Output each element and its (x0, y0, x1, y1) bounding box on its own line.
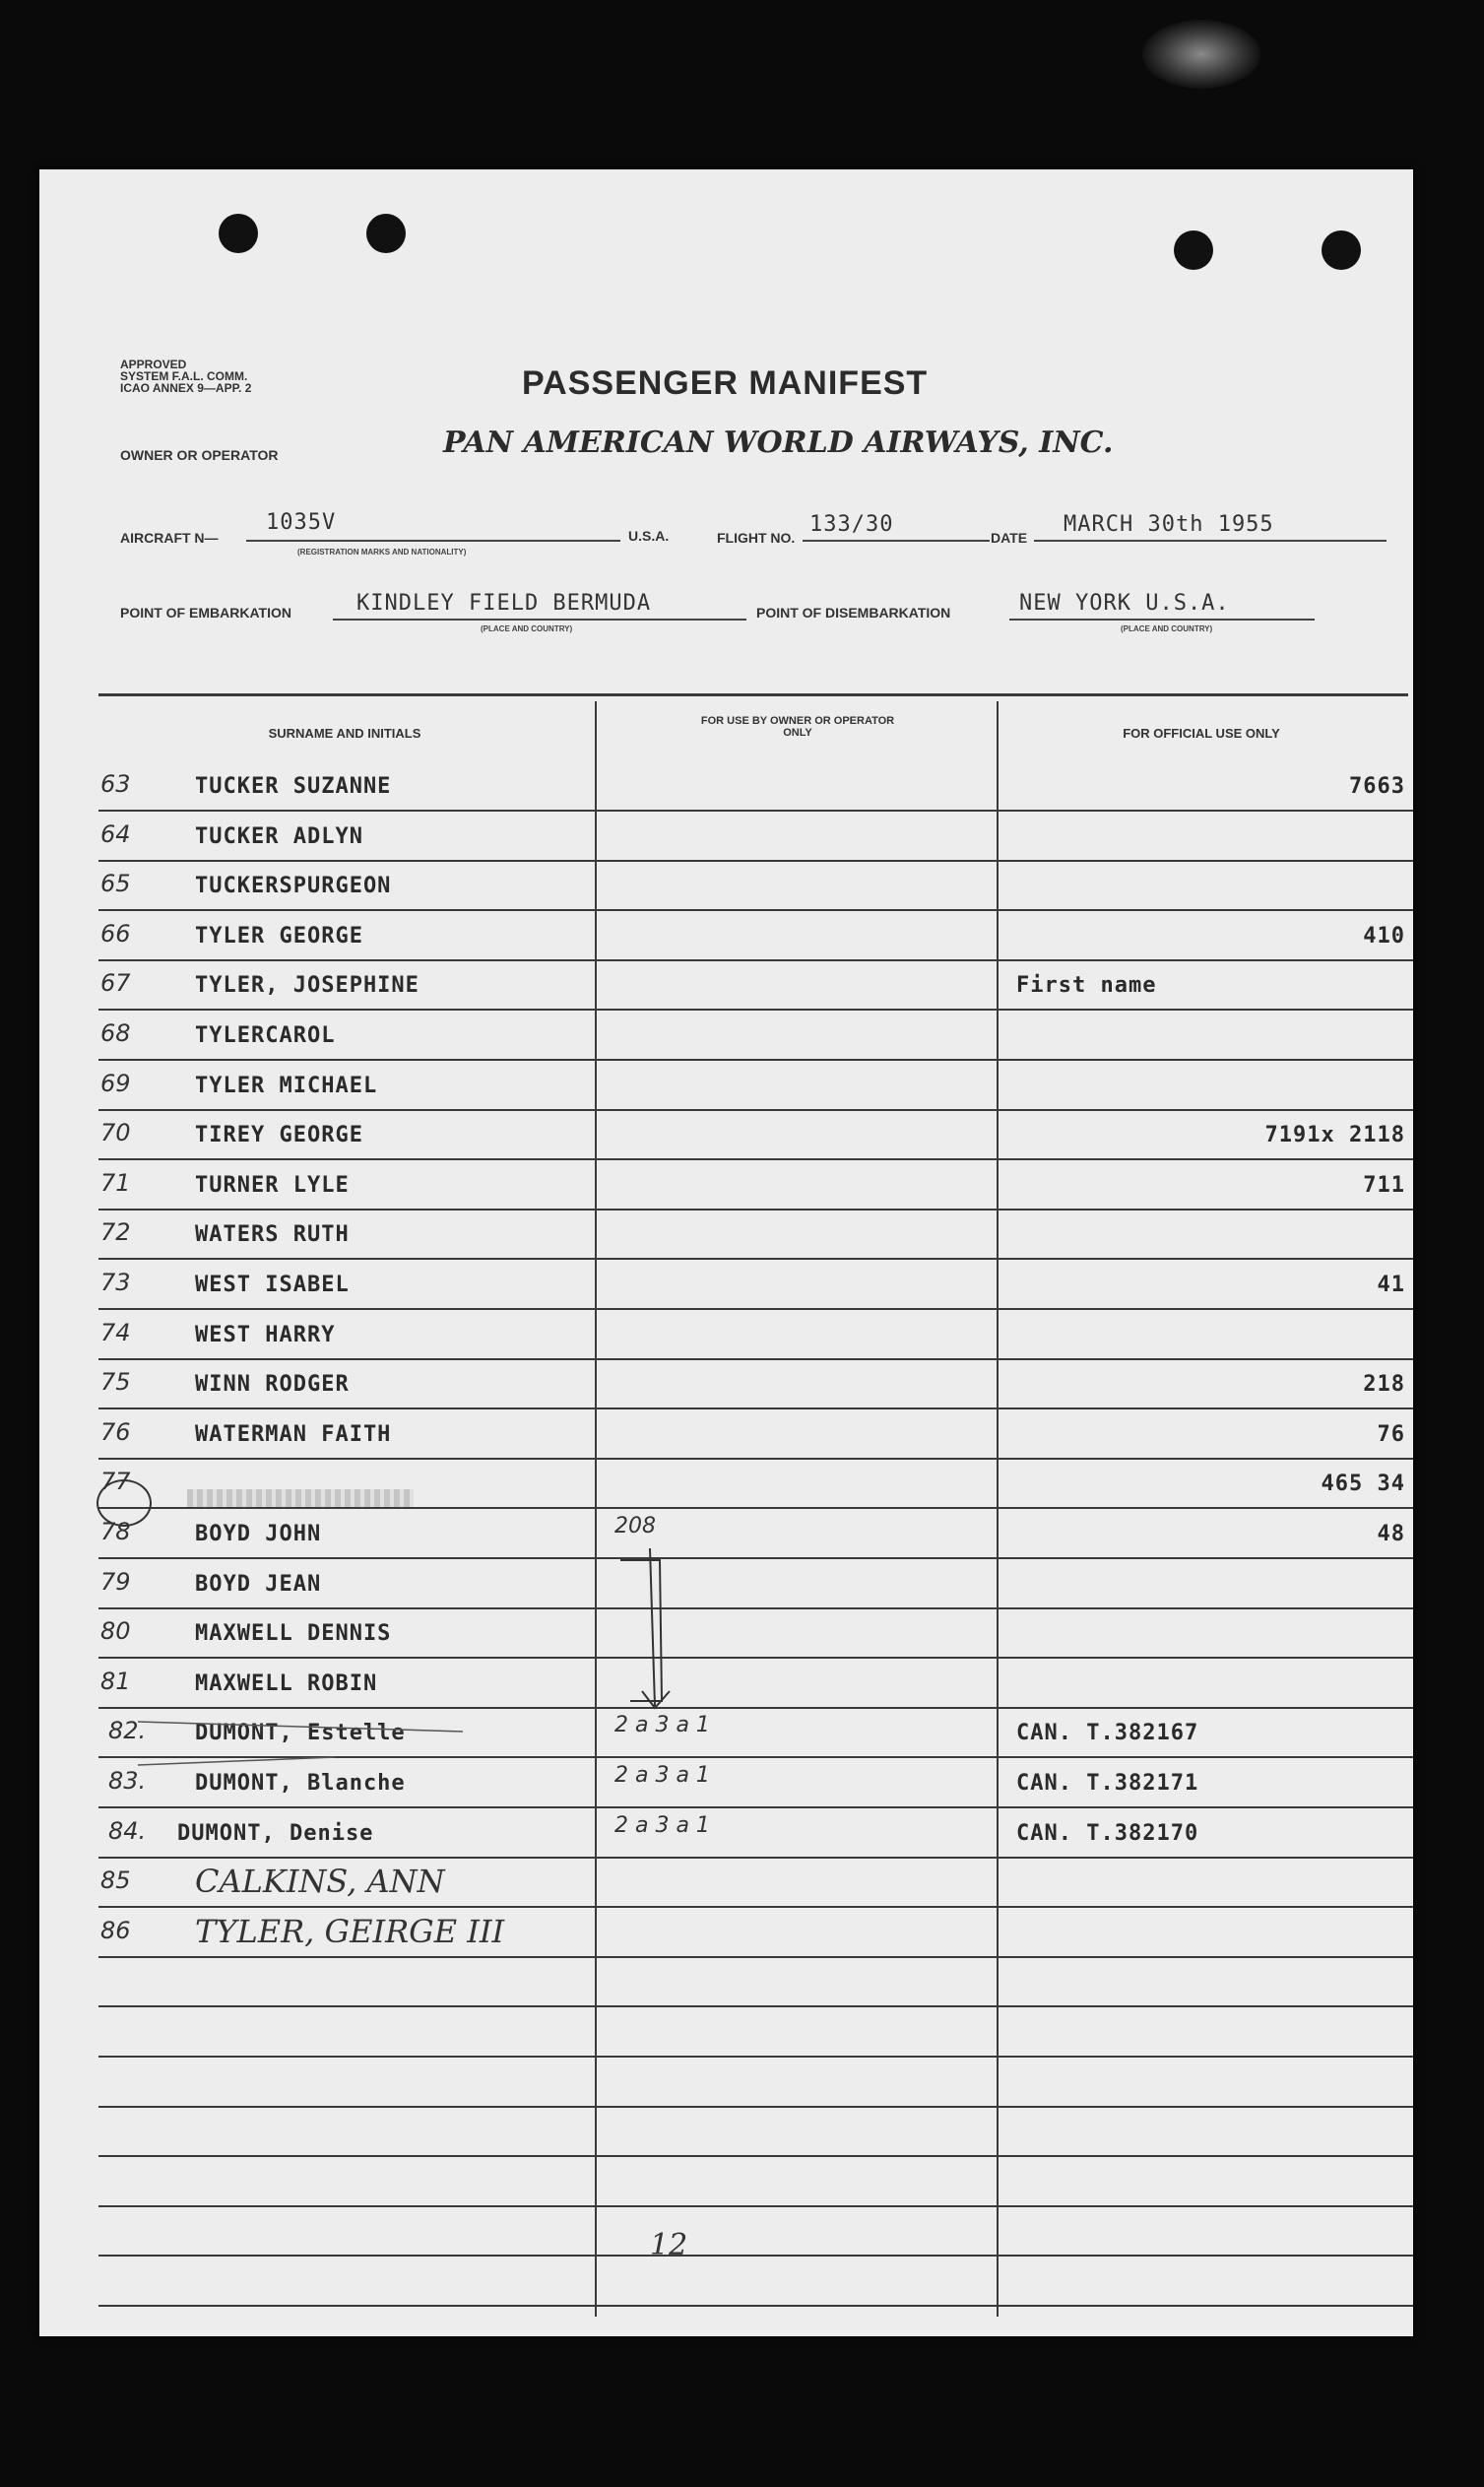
flight-label: FLIGHT NO. (717, 530, 796, 546)
owner-use-entry: 2 a 3 a 1 (614, 1713, 710, 1737)
handwritten-marks (39, 169, 1413, 2336)
registration-note: (REGISTRATION MARKS AND NATIONALITY) (297, 548, 467, 556)
passenger-name: TYLER, GEIRGE III (195, 1913, 505, 1950)
owner-use-entry: 2 a 3 a 1 (614, 1763, 710, 1788)
column-header-owner-use: FOR USE BY OWNER OR OPERATOR ONLY (700, 715, 895, 739)
row-number: 69 (100, 1070, 131, 1097)
owner-label: OWNER OR OPERATOR (120, 447, 279, 463)
row-number: 84. (108, 1817, 147, 1845)
approval-line: APPROVED (120, 358, 187, 371)
passenger-name: TUCKER ADLYN (195, 824, 363, 849)
row-number: 64 (100, 820, 131, 848)
place-country-note: (PLACE AND COUNTRY) (481, 624, 573, 633)
passenger-name: TYLERCAROL (195, 1023, 336, 1048)
row-number: 76 (100, 1418, 131, 1446)
embark-label: POINT OF EMBARKATION (120, 605, 291, 621)
airline-name: PAN AMERICAN WORLD AIRWAYS, INC. (443, 425, 1114, 460)
page-title: PASSENGER MANIFEST (522, 364, 929, 402)
row-number: 82. (108, 1717, 147, 1744)
footer-note: 12 (650, 2228, 688, 2262)
row-number: 71 (100, 1169, 131, 1197)
light-glare (1142, 20, 1260, 89)
strike-line (138, 1757, 335, 1765)
embark-value: KINDLEY FIELD BERMUDA (356, 591, 652, 616)
official-use-entry: First name (1016, 973, 1157, 998)
passenger-name: TYLER GEORGE (195, 924, 363, 949)
row-number: 83. (108, 1767, 147, 1795)
aircraft-value: 1035V (266, 510, 337, 535)
disembark-label: POINT OF DISEMBARKATION (756, 605, 951, 621)
official-use-entry: 7191x 2118 (1264, 1123, 1405, 1147)
official-use-entry: CAN. T.382171 (1016, 1771, 1199, 1796)
row-number: 68 (100, 1019, 131, 1047)
row-number: 63 (100, 770, 131, 798)
row-number: 80 (100, 1617, 131, 1645)
date-value: MARCH 30th 1955 (1064, 512, 1274, 537)
aircraft-label: AIRCRAFT N— (120, 530, 219, 546)
passenger-name: WATERS RUTH (195, 1222, 350, 1247)
passenger-name: BOYD JEAN (195, 1572, 322, 1597)
row-number: 75 (100, 1368, 131, 1396)
passenger-name: MAXWELL ROBIN (195, 1671, 378, 1696)
official-use-entry: 410 (1363, 924, 1405, 949)
passenger-name: TYLER, JOSEPHINE (195, 973, 419, 998)
passenger-name: DUMONT, Blanche (195, 1771, 406, 1796)
official-use-entry: 7663 (1349, 774, 1405, 799)
passenger-name: WATERMAN FAITH (195, 1422, 392, 1447)
row-number: 85 (100, 1866, 131, 1894)
passenger-name: WEST HARRY (195, 1323, 336, 1347)
row-number: 65 (100, 870, 131, 897)
row-number: 78 (100, 1518, 131, 1545)
row-number: 66 (100, 920, 131, 948)
official-use-entry: 465 34 (1321, 1472, 1405, 1496)
approval-line: SYSTEM F.A.L. COMM. (120, 369, 248, 383)
passenger-name: TIREY GEORGE (195, 1123, 363, 1147)
usa-label: U.S.A. (628, 528, 670, 544)
bracket-arrow-icon (620, 1548, 670, 1708)
column-header-official-use: FOR OFFICIAL USE ONLY (1123, 726, 1280, 741)
passenger-name: CALKINS, ANN (195, 1863, 445, 1900)
manifest-sheet (39, 169, 1413, 2336)
official-use-entry: 218 (1363, 1372, 1405, 1397)
row-number: 81 (100, 1668, 131, 1695)
passenger-name: TYLER MICHAEL (195, 1074, 378, 1098)
official-use-entry: 48 (1377, 1522, 1405, 1546)
flight-value: 133/30 (809, 512, 894, 537)
passenger-name: BOYD JOHN (195, 1522, 322, 1546)
disembark-value: NEW YORK U.S.A. (1019, 591, 1230, 616)
official-use-entry: 711 (1363, 1173, 1405, 1198)
strike-line (138, 1722, 463, 1732)
row-number: 74 (100, 1319, 131, 1346)
row-number: 77 (100, 1468, 131, 1495)
passenger-name: MAXWELL DENNIS (195, 1621, 392, 1646)
owner-use-entry: 2 a 3 a 1 (614, 1813, 710, 1838)
official-use-entry: 76 (1377, 1422, 1405, 1447)
official-use-entry: CAN. T.382170 (1016, 1821, 1199, 1846)
row-number: 72 (100, 1218, 131, 1246)
passenger-name: TURNER LYLE (195, 1173, 350, 1198)
official-use-entry: 41 (1377, 1273, 1405, 1297)
passenger-name: DUMONT, Denise (177, 1821, 374, 1846)
row-number: 70 (100, 1119, 131, 1146)
column-header-surname: SURNAME AND INITIALS (268, 726, 421, 741)
row-number: 67 (100, 969, 131, 997)
passenger-name: WINN RODGER (195, 1372, 350, 1397)
place-country-note-2: (PLACE AND COUNTRY) (1121, 624, 1213, 633)
passenger-name: DUMONT, Estelle (195, 1721, 406, 1745)
row-number: 73 (100, 1269, 131, 1296)
passenger-name: TUCKER SUZANNE (195, 774, 392, 799)
row-number: 86 (100, 1917, 131, 1944)
owner-use-entry: 208 (614, 1514, 656, 1538)
official-use-entry: CAN. T.382167 (1016, 1721, 1199, 1745)
approval-line: ICAO ANNEX 9—APP. 2 (120, 381, 252, 395)
passenger-name: TUCKERSPURGEON (195, 874, 392, 898)
row-number: 79 (100, 1568, 131, 1596)
date-label: DATE (991, 530, 1028, 546)
passenger-name: WEST ISABEL (195, 1273, 350, 1297)
